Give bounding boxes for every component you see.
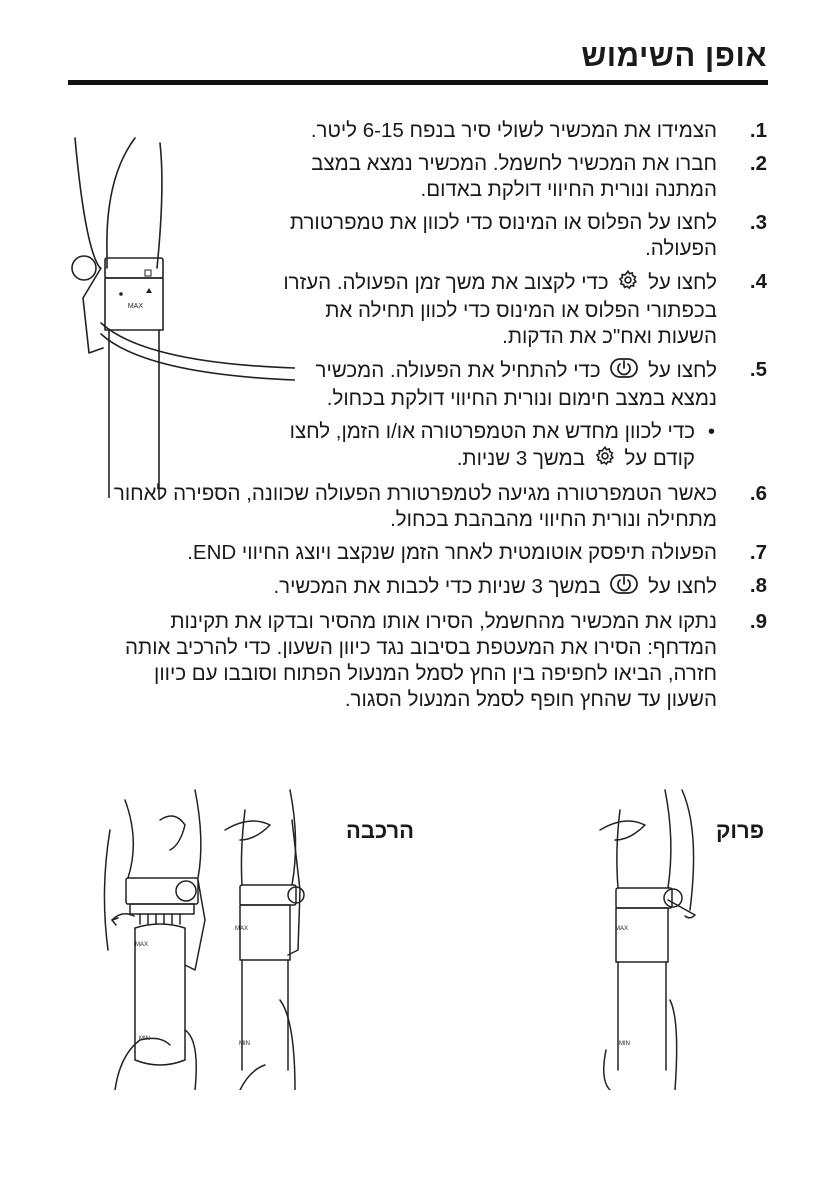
instructions-list [67,118,767,720]
step-text [67,573,717,602]
step-text: כאשר הטמפרטורה מגיעה לטמפרטורת הפעולה שכוונה, הספירה לאחור [113,482,717,505]
page-title: אופן השימוש [581,38,767,73]
max-mark: MAX [134,942,148,948]
step-text: הצמידו את המכשיר לשולי סיר בנפח 6-15 ליטר. [310,119,717,142]
step-text-post: כדי לקצוב את משך זמן הפעולה. העזרו [283,270,609,294]
disassembly-label: פרוק [716,818,765,843]
step-text: המדחף: הסירו את המעטפת בסיבוב נגד כיוון השעון. כדי להרכיב אותה [125,636,717,659]
note-bullet [67,419,767,474]
step-3 [67,210,767,262]
min-mark: MIN [619,1041,630,1047]
power-icon [609,357,639,386]
step-text: הפעולה. [645,237,717,260]
step-text: חזרה, הביאו לחפיפה בין החץ לסמל המנעול הפתוח וסובבו עם כיוון [154,662,717,685]
step-5 [67,357,767,412]
step-text: הפעולה תיפסק אוטומטית לאחר הזמן שנקצב ויוצג החיווי END. [187,541,717,564]
step-text: חברו את המכשיר לחשמל. המכשיר נמצא במצב [311,152,717,175]
title-divider [68,80,768,85]
note-text: כדי לכוון מחדש את הטמפרטורה או/ו הזמן, לחצו [289,420,695,443]
step-text: המתנה ונורית החיווי דולקת באדום. [420,178,717,201]
note-text-post: במשך 3 שניות. [456,446,586,470]
note-text [67,445,695,474]
step-number: 8. [749,574,767,597]
step-2 [277,151,767,203]
step-text-pre: לחצו על [648,358,717,382]
step-text: מתחילה ונורית החיווי מהבהבת בכחול. [390,508,717,531]
step-1 [67,118,767,144]
step-text-pre: לחצו על [648,270,717,294]
step-8 [67,573,767,602]
step-text [67,357,717,386]
step-4 [67,269,767,350]
step-number: 6. [749,482,767,505]
assembly-label: הרכבה [346,818,415,843]
step-number: 1. [749,119,767,142]
step-9 [67,609,767,713]
step-text-post: במשך 3 שניות כדי לכבות את המכשיר. [273,574,601,598]
gear-icon [617,269,639,298]
step-text-post: כדי להתחיל את הפעולה. המכשיר [315,358,601,382]
max-mark: MAX [127,303,143,310]
step-number: 9. [749,610,767,633]
step-text: נתקו את המכשיר מהחשמל, הסירו אותו מהסיר ובדקו את תקינות [170,610,717,633]
step-text: נמצא במצב חימום ונורית החיווי דולקת בכחול. [326,387,717,410]
min-mark: MIN [139,1036,150,1042]
power-icon [609,573,639,602]
step-text: השעות ואח"כ את הדקות. [502,325,717,348]
step-text: השעון עד שהחץ חופף לסמל המנעול הסגור. [344,688,717,711]
min-mark: MIN [239,1041,250,1047]
bullet-dot: • [707,420,715,443]
assembly-disassembly-illustrations [0,770,835,1090]
step-text-pre: לחצו על [648,574,717,598]
step-7 [67,540,767,566]
max-mark: MAX [234,926,248,932]
step-text: לחצו על הפלוס או המינוס כדי לכוון את טמפרטורת [289,211,717,234]
note-text-pre: קודם על [624,446,695,470]
step-6 [67,481,767,533]
gear-icon [594,445,616,474]
step-text: בכפתורי הפלוס או המינוס כדי לכוון תחילה את [325,299,717,322]
step-number: 3. [749,211,767,234]
step-number: 4. [749,270,767,293]
step-number: 2. [749,152,767,175]
step-number: 5. [749,358,767,381]
step-text [67,269,717,298]
step-number: 7. [749,541,767,564]
max-mark: MAX [614,926,628,932]
